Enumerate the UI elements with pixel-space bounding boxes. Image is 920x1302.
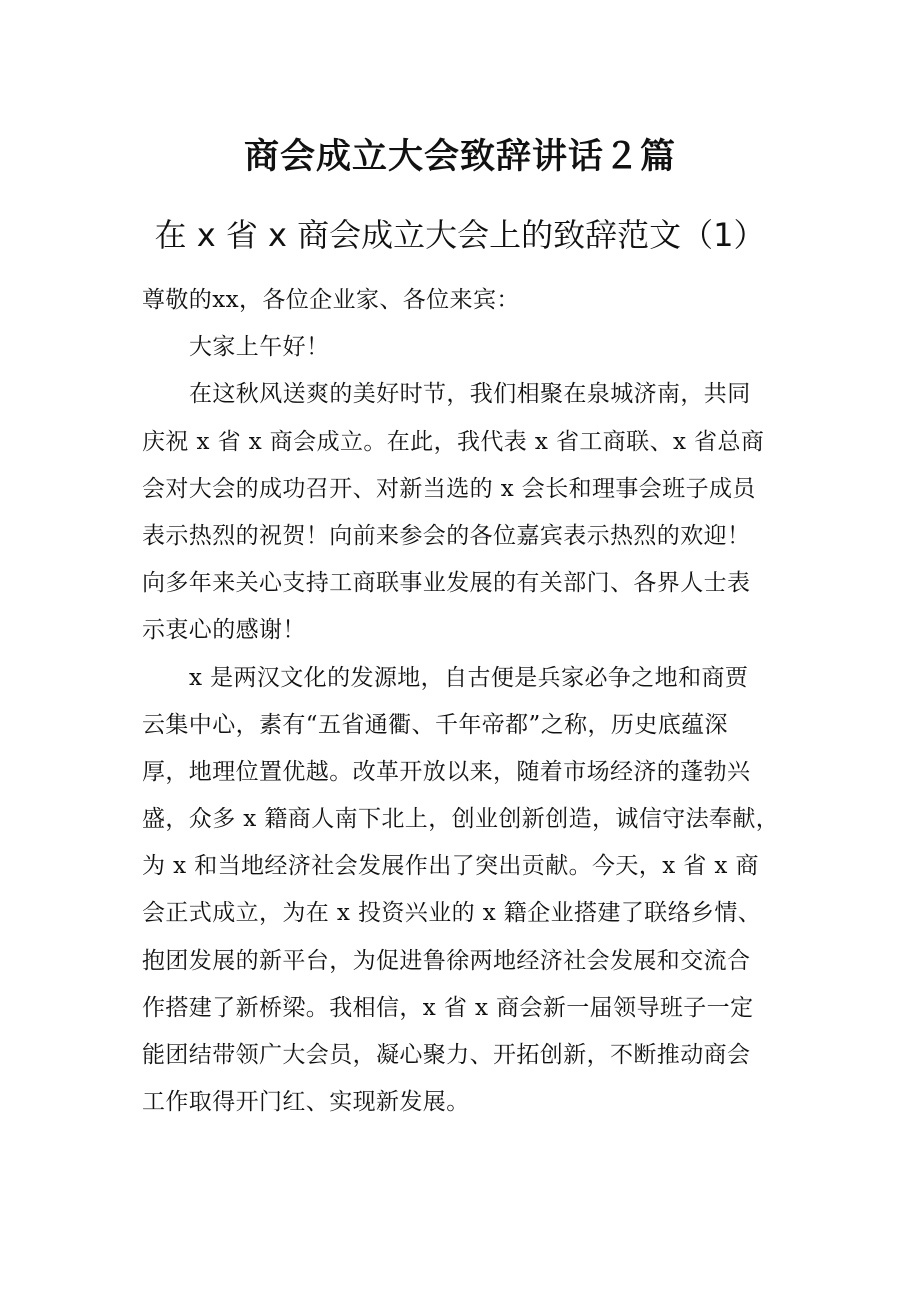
paragraph-line: 抱团发展的新平台，为促进鲁徐两地经济社会发展和交流合 xyxy=(142,947,751,974)
document-title: 商会成立大会致辞讲话２篇 xyxy=(243,137,676,177)
greeting-line: 大家上午好！ xyxy=(189,334,330,361)
document-subtitle: 在 x 省 x 商会成立大会上的致辞范文（1） xyxy=(154,216,766,254)
document-body xyxy=(142,277,782,1126)
paragraph-line: 云集中心，素有“五省通衢、千年帝都”之称，历史底蕴深 xyxy=(142,711,728,738)
paragraph-line: 盛，众多 x 籍商人南下北上，创业创新创造，诚信守法奉献， xyxy=(142,806,780,833)
paragraph-line: 能团结带领广大会员，凝心聚力、开拓创新，不断推动商会 xyxy=(142,1042,751,1068)
salutation-line: 尊敬的xx，各位企业家、各位来宾： xyxy=(142,287,520,313)
paragraph-line: 会正式成立，为在 x 投资兴业的 x 籍企业搭建了联络乡情、 xyxy=(142,900,762,927)
paragraph-line: 表示热烈的祝贺！向前来参会的各位嘉宾表示热烈的欢迎！ xyxy=(142,522,751,549)
paragraph-line: x 是两汉文化的发源地，自古便是兵家必争之地和商贾 xyxy=(189,664,749,691)
paragraph-line: 示衷心的感谢！ xyxy=(142,617,306,644)
paragraph-line: 厚，地理位置优越。改革开放以来，随着市场经济的蓬勃兴 xyxy=(142,758,751,785)
paragraph-line: 工作取得开门红、实现新发展。 xyxy=(142,1089,470,1116)
paragraph-line: 为 x 和当地经济社会发展作出了突出贡献。今天，x 省 x 商 xyxy=(142,853,759,880)
paragraph-line: 向多年来关心支持工商联事业发展的有关部门、各界人士表 xyxy=(142,570,751,597)
paragraph-line: 会对大会的成功召开、对新当选的 x 会长和理事会班子成员 xyxy=(142,475,756,502)
paragraph-line: 庆祝 x 省 x 商会成立。在此，我代表 x 省工商联、x 省总商 xyxy=(142,428,765,455)
paragraph-line: 在这秋风送爽的美好时节，我们相聚在泉城济南，共同 xyxy=(189,381,751,408)
paragraph-line: 作搭建了新桥梁。我相信，x 省 x 商会新一届领导班子一定 xyxy=(142,994,754,1021)
